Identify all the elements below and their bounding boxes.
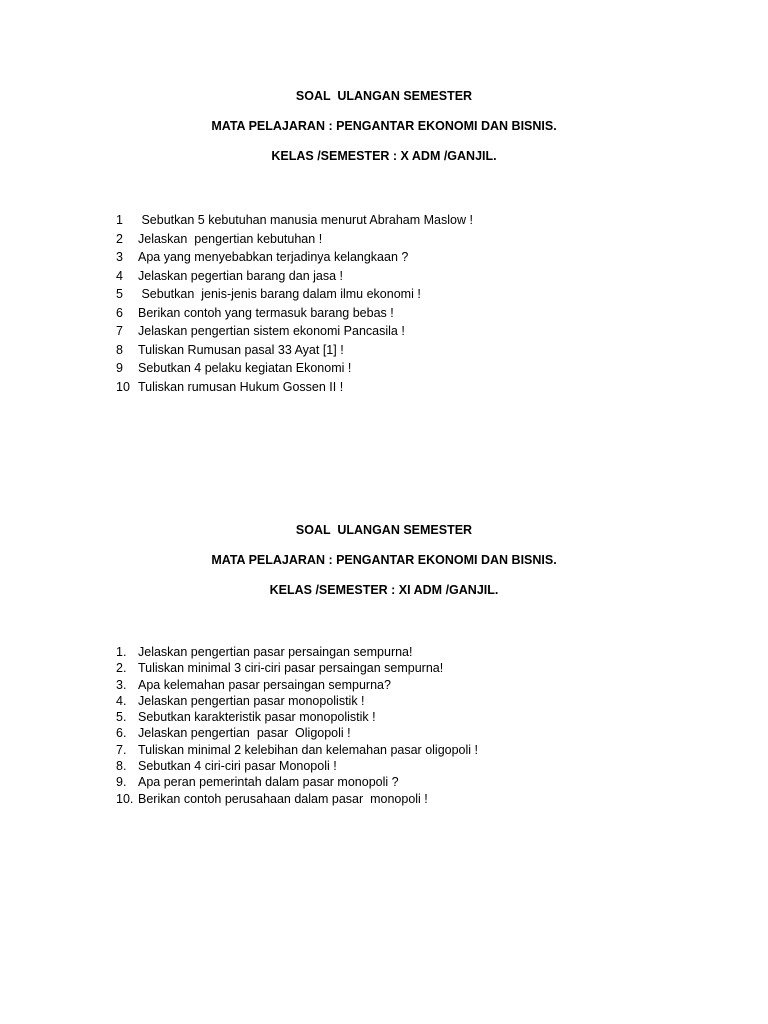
question-item bbox=[116, 660, 716, 676]
question-number: 3. bbox=[116, 677, 127, 692]
question-text: Sebutkan 4 ciri-ciri pasar Monopoli ! bbox=[138, 759, 337, 774]
question-number: 10 bbox=[116, 379, 130, 394]
question-text: Apa kelemahan pasar persaingan sempurna? bbox=[138, 677, 391, 692]
question-text: Tuliskan Rumusan pasal 33 Ayat [1] ! bbox=[138, 342, 344, 357]
question-number: 5. bbox=[116, 710, 127, 725]
question-text: Jelaskan pengertian pasar monopolistik ! bbox=[138, 693, 365, 708]
question-item bbox=[116, 725, 716, 741]
question-number: 6 bbox=[116, 305, 123, 320]
question-number: 4 bbox=[116, 268, 123, 283]
question-text: Jelaskan pengertian pasar persaingan sempurna! bbox=[138, 645, 413, 659]
section-title: SOAL ULANGAN SEMESTER bbox=[295, 89, 473, 103]
question-text: Berikan contoh yang termasuk barang bebas ! bbox=[138, 305, 394, 320]
question-number: 9 bbox=[116, 361, 123, 375]
exam-section-1 bbox=[0, 88, 768, 394]
question-number: 2 bbox=[116, 231, 123, 246]
question-number: 8 bbox=[116, 342, 123, 357]
question-item bbox=[116, 758, 716, 774]
question-number: 9. bbox=[116, 775, 127, 790]
question-item bbox=[116, 230, 716, 249]
question-item bbox=[116, 791, 716, 807]
question-item bbox=[116, 709, 716, 725]
question-item bbox=[116, 774, 716, 790]
question-number: 1 bbox=[116, 213, 123, 227]
question-text: Jelaskan pegertian barang dan jasa ! bbox=[138, 268, 344, 283]
question-item bbox=[116, 285, 716, 304]
question-list bbox=[116, 644, 716, 807]
question-text: Sebutkan 4 pelaku kegiatan Ekonomi ! bbox=[138, 361, 352, 375]
question-text: Berikan contoh perusahaan dalam pasar monopoli ! bbox=[138, 791, 428, 806]
question-text: Apa peran pemerintah dalam pasar monopoli ? bbox=[138, 775, 399, 790]
question-list bbox=[116, 211, 716, 396]
question-number: 1. bbox=[116, 645, 127, 659]
question-item bbox=[116, 644, 716, 660]
question-text: Jelaskan pengertian sistem ekonomi Pancasila ! bbox=[138, 324, 405, 338]
question-text: Apa yang menyebabkan terjadinya kelangkaan ? bbox=[138, 250, 409, 264]
question-item bbox=[116, 267, 716, 286]
exam-section-2 bbox=[0, 522, 768, 806]
question-text: Sebutkan 5 kebutuhan manusia menurut Abraham Maslow ! bbox=[138, 213, 473, 227]
question-item bbox=[116, 378, 716, 397]
question-number: 5 bbox=[116, 287, 123, 301]
section-title: SOAL ULANGAN SEMESTER bbox=[295, 523, 473, 537]
question-text: Sebutkan jenis-jenis barang dalam ilmu ekonomi ! bbox=[138, 287, 421, 301]
question-text: Tuliskan minimal 3 ciri-ciri pasar persaingan sempurna! bbox=[138, 661, 444, 676]
question-item bbox=[116, 693, 716, 709]
question-item bbox=[116, 322, 716, 341]
question-text: Tuliskan minimal 2 kelebihan dan kelemahan pasar oligopoli ! bbox=[138, 742, 479, 757]
question-number: 6. bbox=[116, 726, 127, 741]
question-text: Jelaskan pengertian kebutuhan ! bbox=[138, 231, 323, 246]
subject-heading: MATA PELAJARAN : PENGANTAR EKONOMI DAN BISNIS. bbox=[211, 119, 557, 133]
question-item bbox=[116, 677, 716, 693]
question-item bbox=[116, 211, 716, 230]
question-number: 4. bbox=[116, 693, 127, 708]
question-number: 8. bbox=[116, 759, 127, 774]
question-number: 7. bbox=[116, 742, 127, 757]
question-number: 3 bbox=[116, 250, 123, 264]
class-semester-heading: KELAS /SEMESTER : X ADM /GANJIL. bbox=[271, 149, 497, 163]
question-number: 10. bbox=[116, 791, 134, 806]
question-text: Tuliskan rumusan Hukum Gossen II ! bbox=[138, 379, 344, 394]
question-item bbox=[116, 248, 716, 267]
question-item bbox=[116, 742, 716, 758]
question-number: 2. bbox=[116, 661, 127, 676]
class-semester-heading: KELAS /SEMESTER : XI ADM /GANJIL. bbox=[269, 583, 499, 597]
subject-heading: MATA PELAJARAN : PENGANTAR EKONOMI DAN BISNIS. bbox=[211, 553, 557, 567]
question-number: 7 bbox=[116, 324, 123, 338]
question-text: Sebutkan karakteristik pasar monopolistik ! bbox=[138, 710, 376, 725]
question-item bbox=[116, 341, 716, 360]
question-item bbox=[116, 359, 716, 378]
question-text: Jelaskan pengertian pasar Oligopoli ! bbox=[138, 726, 351, 741]
question-item bbox=[116, 304, 716, 323]
